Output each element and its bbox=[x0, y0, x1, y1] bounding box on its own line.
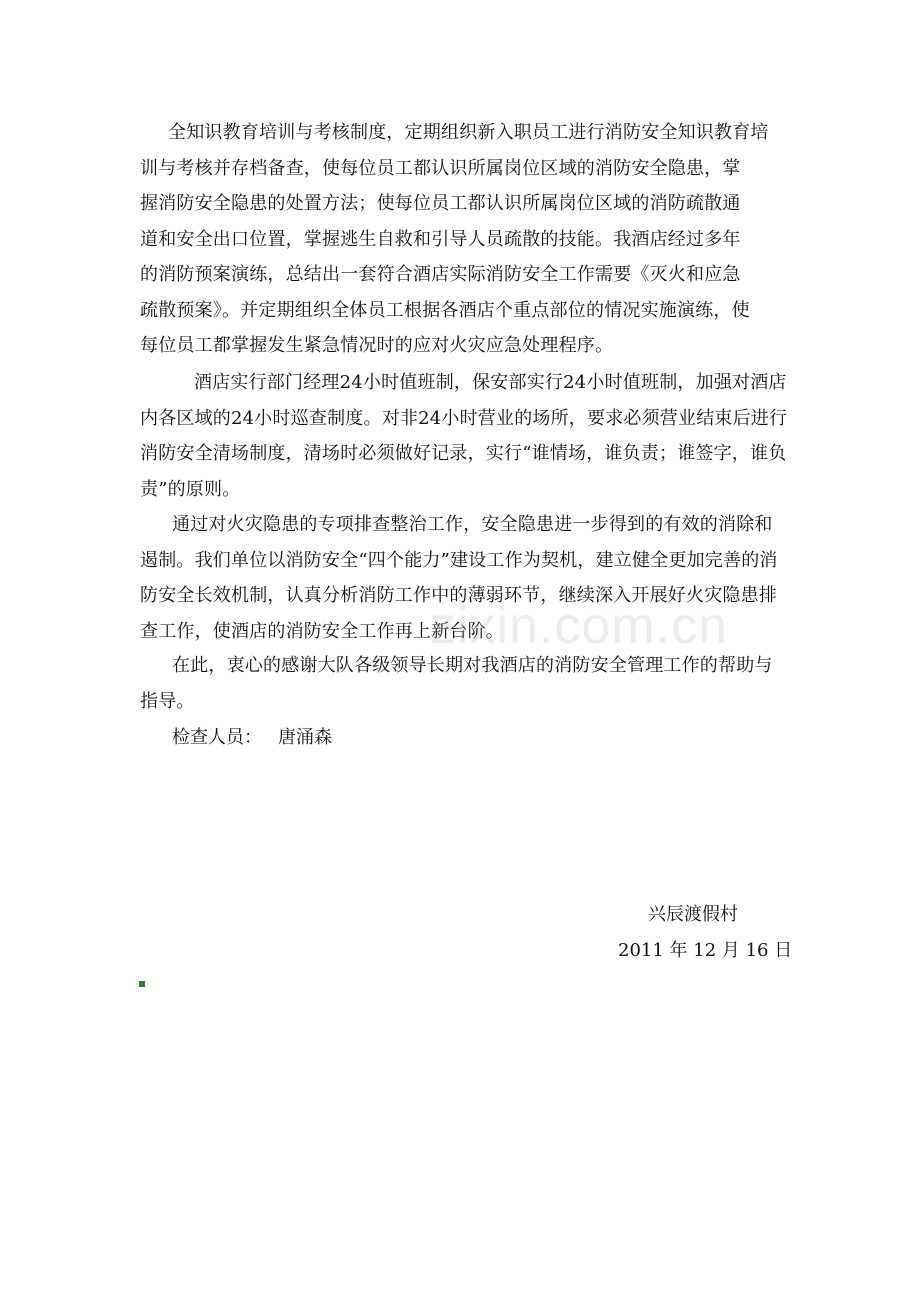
green-square-marker bbox=[139, 981, 145, 987]
inspector-label: 检查人员： bbox=[172, 727, 262, 748]
paragraph-line: 握消防安全隐患的处置方法；使每位员工都认识所属岗位区域的消防疏散通 bbox=[140, 193, 741, 214]
paragraph-hazard-remediation: 通过对火灾隐患的专项排查整治工作，安全隐患进一步得到的有效的消除和遏制。我们单位以消防安全“四个能力”建设工作为契机，建立健全更加完善的消防安全长效机制，认真分析消防工作中的薄弱环节，继续深入开展好火灾隐患排查工作，使酒店的消防安全工作再上新台阶。 bbox=[140, 514, 778, 642]
paragraph-duty-system: 酒店实行部门经理24小时值班制，保安部实行24小时值班制，加强对酒店内各区域的24小时巡查制度。对非24小时营业的场所，要求必须营业结束后进行消防安全清场制度，清场时必须做好记录，实行“谁情场，谁负责；谁签字，谁负责”的原则。 bbox=[140, 372, 788, 500]
paragraph-line: 道和安全出口位置，掌握逃生自救和引导人员疏散的技能。我酒店经过多年 bbox=[140, 228, 741, 250]
paragraph-thanks: 在此，衷心的感谢大队各级领导长期对我酒店的消防安全管理工作的帮助与指导。 bbox=[140, 655, 773, 712]
organization-signature: 兴辰渡假村 bbox=[648, 904, 738, 925]
inspector-name: 唐涌森 bbox=[278, 727, 332, 748]
paragraph-line: 的消防预案演练，总结出一套符合酒店实际消防安全工作需要《灭火和应急 bbox=[140, 264, 741, 285]
document-date: 2011 年 12 月 16 日 bbox=[618, 940, 793, 961]
inspector-line bbox=[172, 720, 332, 756]
paragraph-line: 每位员工都掌握发生紧急情况时的应对火灾应急处理程序。 bbox=[140, 335, 614, 356]
paragraph-line: 全知识教育培训与考核制度，定期组织新入职员工进行消防安全知识教育培 bbox=[168, 122, 769, 143]
paragraph-training bbox=[140, 115, 800, 364]
paragraph-line: 训与考核并存档备查，使每位员工都认识所属岗位区域的消防安全隐患，掌 bbox=[140, 157, 741, 179]
paragraph-line: 疏散预案》。并定期组织全体员工根据各酒店个重点部位的情况实施演练，使 bbox=[140, 299, 750, 321]
watermark-text: zixin.com.cn bbox=[430, 597, 729, 655]
